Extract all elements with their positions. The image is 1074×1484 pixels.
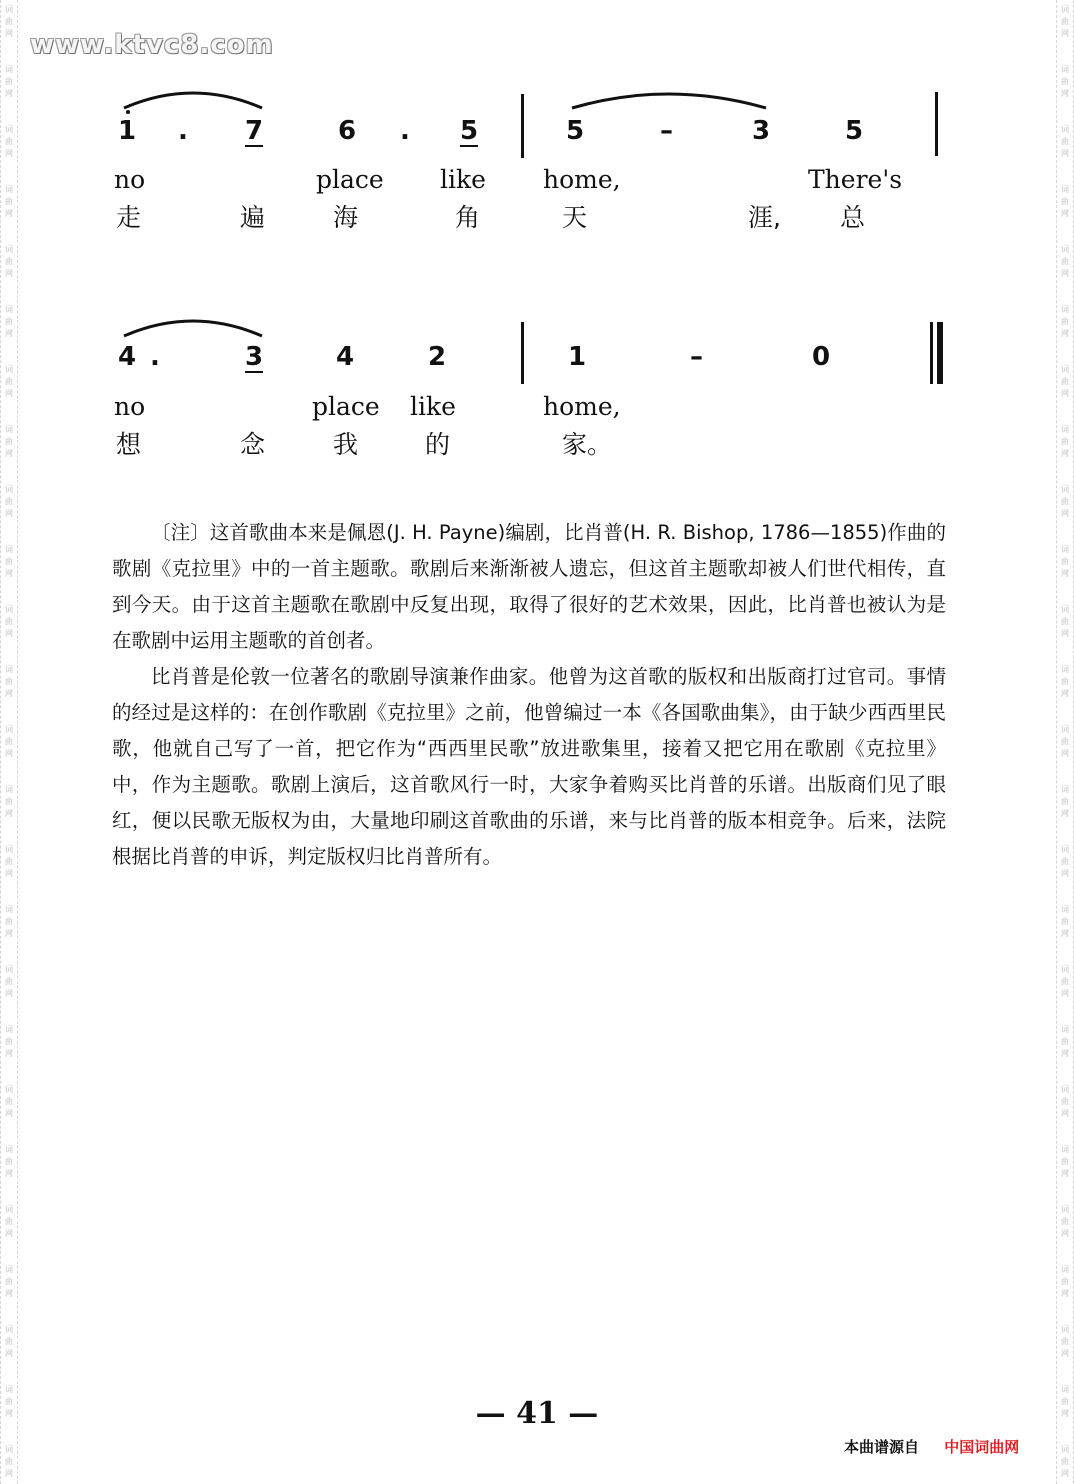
octave-dot — [126, 110, 130, 114]
note-5: 5 — [460, 116, 479, 146]
note-1-high: 1 — [118, 116, 137, 146]
margin-watermark-mark: 词 曲 网 — [1061, 905, 1069, 938]
margin-watermark-mark: 词 曲 网 — [1061, 1085, 1069, 1118]
margin-watermark-mark: 词 曲 网 — [5, 905, 13, 938]
slur-row1-b — [572, 94, 766, 108]
margin-watermark-mark: 词 曲 网 — [1061, 965, 1069, 998]
margin-watermark-mark: 词 曲 网 — [1061, 605, 1069, 638]
lyric-cn: 海 — [333, 203, 359, 232]
margin-watermark-mark: 词 曲 网 — [1061, 65, 1069, 98]
margin-watermark-mark: 词 曲 网 — [1061, 1325, 1069, 1358]
lyric-en: like — [410, 392, 456, 421]
annotation-paragraph-1: 〔注〕这首歌曲本来是佩恩(J. H. Payne)编剧，比肖普(H. R. Bishop, 1786—1855)作曲的歌剧《克拉里》中的一首主题歌。歌剧后来渐渐被人遗忘，但这首主题歌却被人们世代相传，直到今天。由于这首主题歌在歌剧中反复出现，取得了很好的艺术效果，因此，比肖普也被认为是在歌剧中运用主题歌的首创者。 — [112, 521, 946, 652]
note-3: 3 — [752, 116, 771, 146]
margin-watermark-mark: 词 曲 网 — [1061, 1205, 1069, 1238]
margin-watermark-mark: 词 曲 网 — [5, 965, 13, 998]
margin-watermark-mark: 词 曲 网 — [1061, 485, 1069, 518]
note-6: 6 — [338, 116, 357, 146]
annotation-paragraph-2: 比肖普是伦敦一位著名的歌剧导演兼作曲家。他曾为这首歌的版权和出版商打过官司。事情的经过是这样的：在创作歌剧《克拉里》之前，他曾编过一本《各国歌曲集》，由于缺少西西里民歌，他就自己写了一首，把它作为“西西里民歌”放进歌集里，接着又把它用在歌剧《克拉里》中，作为主题歌。歌剧上演后，这首歌风行一时，大家争着购买比肖普的乐谱。出版商们见了眼红，便以民歌无版权为由，大量地印刷这首歌曲的乐谱，来与比肖普的版本相竞争。后来，法院根据比肖普的申诉，判定版权归比肖普所有。 — [112, 665, 946, 868]
lyric-en: place — [312, 392, 380, 421]
sustain-dash: – — [690, 342, 703, 372]
note-7: 7 — [245, 116, 264, 146]
margin-watermark-mark: 词 曲 网 — [1061, 245, 1069, 278]
rest-0: 0 — [812, 342, 831, 372]
margin-watermark-mark: 词 曲 网 — [1061, 425, 1069, 458]
margin-watermark-mark: 词 曲 网 — [5, 1205, 13, 1238]
note-3: 3 — [245, 342, 264, 372]
lyric-cn: 涯, — [748, 203, 781, 232]
barline — [935, 92, 938, 156]
note-2: 2 — [428, 342, 447, 372]
margin-watermark-mark: 词 曲 网 — [5, 1385, 13, 1418]
margin-watermark-mark: 词 曲 网 — [5, 725, 13, 758]
margin-watermark-mark: 词 曲 网 — [5, 1025, 13, 1058]
margin-watermark-mark: 词 曲 网 — [5, 305, 13, 338]
lyric-cn: 家。 — [562, 430, 613, 459]
augmentation-dot: . — [178, 116, 188, 146]
margin-watermark-mark: 词 曲 网 — [5, 665, 13, 698]
margin-watermark-mark: 词 曲 网 — [1061, 845, 1069, 878]
final-barline-thick — [937, 322, 943, 384]
margin-watermark-mark: 词 曲 网 — [1061, 665, 1069, 698]
lyric-cn: 走 — [116, 203, 142, 232]
lyric-cn: 遍 — [240, 203, 266, 232]
margin-watermark-mark: 词 曲 网 — [1061, 1385, 1069, 1418]
margin-watermark-mark: 词 曲 网 — [1061, 725, 1069, 758]
annotation-block — [112, 515, 946, 875]
margin-watermark-mark: 词 曲 网 — [1061, 545, 1069, 578]
margin-watermark-mark: 词 曲 网 — [5, 1085, 13, 1118]
lyric-en: There's — [808, 165, 903, 194]
note-1: 1 — [568, 342, 587, 372]
note-5: 5 — [566, 116, 585, 146]
margin-watermark-mark: 词 曲 网 — [5, 365, 13, 398]
margin-watermark-mark: 词 曲 网 — [5, 245, 13, 278]
lyric-cn: 天 — [562, 203, 588, 232]
margin-watermark-mark: 词 曲 网 — [1061, 1445, 1069, 1478]
margin-watermark-mark: 词 曲 网 — [1061, 1025, 1069, 1058]
slur-layer — [0, 0, 1074, 470]
margin-watermark-mark: 词 曲 网 — [5, 125, 13, 158]
margin-watermark-mark: 词 曲 网 — [1061, 185, 1069, 218]
barline — [521, 94, 524, 158]
margin-watermark-mark: 词 曲 网 — [5, 65, 13, 98]
watermark-text: www.ktvc8.com — [30, 30, 274, 60]
lyric-cn: 我 — [333, 430, 359, 459]
margin-watermark-mark: 词 曲 网 — [1061, 5, 1069, 38]
lyric-cn: 总 — [840, 203, 866, 232]
margin-watermark-mark: 词 曲 网 — [1061, 305, 1069, 338]
margin-watermark-mark: 词 曲 网 — [5, 1325, 13, 1358]
slur-row2 — [124, 321, 262, 336]
margin-watermark-mark: 词 曲 网 — [5, 1145, 13, 1178]
margin-watermark-mark: 词 曲 网 — [1061, 1265, 1069, 1298]
slur-row1-a — [124, 93, 262, 108]
lyric-cn: 角 — [455, 203, 481, 232]
margin-watermark-mark: 词 曲 网 — [1061, 125, 1069, 158]
margin-watermark-mark: 词 曲 网 — [5, 605, 13, 638]
lyric-en: no — [114, 392, 146, 421]
lyric-en: like — [440, 165, 486, 194]
lyric-cn: 想 — [116, 430, 142, 459]
source-label: 本曲谱源自 — [844, 1438, 920, 1456]
note-4: 4 — [336, 342, 355, 372]
margin-watermark-mark: 词 曲 网 — [1061, 785, 1069, 818]
source-credit — [844, 1436, 1019, 1457]
margin-watermark-mark: 词 曲 网 — [5, 485, 13, 518]
margin-watermark-mark: 词 曲 网 — [5, 1445, 13, 1478]
margin-watermark-mark: 词 曲 网 — [5, 185, 13, 218]
sustain-dash: – — [660, 116, 673, 146]
lyric-en: home, — [543, 392, 621, 421]
lyric-cn: 念 — [240, 430, 266, 459]
margin-watermark-mark: 词 曲 网 — [5, 845, 13, 878]
margin-watermark-mark: 词 曲 网 — [5, 425, 13, 458]
margin-watermark-mark: 词 曲 网 — [1061, 1145, 1069, 1178]
lyric-en: place — [316, 165, 384, 194]
margin-watermark-mark: 词 曲 网 — [5, 5, 13, 38]
margin-watermark-mark: 词 曲 网 — [5, 785, 13, 818]
augmentation-dot: . — [400, 116, 410, 146]
source-site-link[interactable]: 中国词曲网 — [944, 1438, 1020, 1456]
note-4: 4 — [118, 342, 137, 372]
barline — [521, 322, 524, 384]
final-barline-thin — [930, 322, 933, 384]
margin-watermark-mark: 词 曲 网 — [5, 1265, 13, 1298]
note-5: 5 — [845, 116, 864, 146]
lyric-en: no — [114, 165, 146, 194]
page-number: — 41 — — [475, 1396, 599, 1431]
lyric-cn: 的 — [425, 430, 451, 459]
margin-watermark-mark: 词 曲 网 — [5, 545, 13, 578]
augmentation-dot: . — [150, 342, 160, 372]
margin-watermark-mark: 词 曲 网 — [1061, 365, 1069, 398]
lyric-en: home, — [543, 165, 621, 194]
